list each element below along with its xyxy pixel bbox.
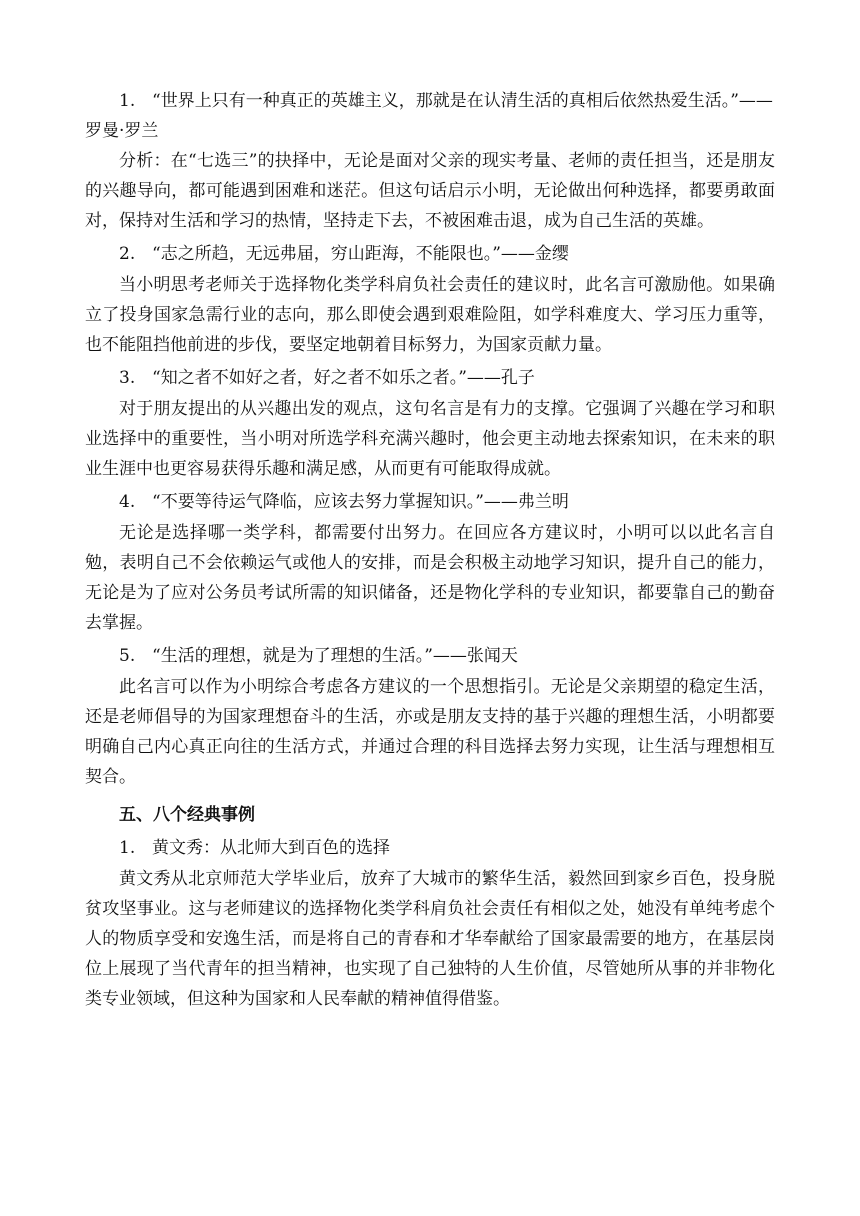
quote-number: 2. — [119, 244, 136, 264]
example-item-1 — [85, 832, 775, 864]
quote-number: 5. — [119, 646, 136, 666]
analysis-paragraph: 当小明思考老师关于选择物化类学科肩负社会责任的建议时，此名言可激励他。如果确立了投身国家急需行业的志向，那么即使会遇到艰难险阻，如学科难度大、学习压力重等，也不能阻挡他前进的步伐，要坚定地朝着目标努力，为国家贡献力量。 — [85, 275, 775, 355]
quote-text: “不要等待运气降临，应该去努力掌握知识。”——弗兰明 — [152, 492, 569, 512]
quote-item-2 — [85, 238, 775, 270]
example-number: 1. — [119, 838, 136, 858]
quote-number: 3. — [119, 368, 136, 388]
example-title: 黄文秀：从北师大到百色的选择 — [152, 838, 390, 858]
quote-number: 4. — [119, 492, 136, 512]
quote-text: “知之者不如好之者，好之者不如乐之者。”——孔子 — [152, 368, 535, 388]
quote-item-4 — [85, 486, 775, 518]
document-page — [85, 86, 775, 1016]
analysis-paragraph: 无论是选择哪一类学科，都需要付出努力。在回应各方建议时，小明可以以此名言自勉，表明自己不会依赖运气或他人的安排，而是会积极主动地学习知识，提升自己的能力，无论是为了应对公务员考试所需的知识储备，还是物化学科的专业知识，都要靠自己的勤奋去掌握。 — [85, 523, 775, 633]
quote-text: “世界上只有一种真正的英雄主义，那就是在认清生活的真相后依然热爱生活。”——罗曼·罗兰 — [85, 91, 773, 141]
quote-item-5 — [85, 640, 775, 672]
section-heading: 五、八个经典事例 — [119, 805, 255, 825]
quote-text: “生活的理想，就是为了理想的生活。”——张闻天 — [152, 646, 518, 666]
quote-item-1 — [85, 86, 775, 146]
quote-text: “志之所趋，无远弗届，穷山距海，不能限也。”——金缨 — [152, 244, 569, 264]
analysis-paragraph: 对于朋友提出的从兴趣出发的观点，这句名言是有力的支撑。它强调了兴趣在学习和职业选择中的重要性，当小明对所选学科充满兴趣时，他会更主动地去探索知识，在未来的职业生涯中也更容易获得乐趣和满足感，从而更有可能取得成就。 — [85, 399, 775, 479]
analysis-paragraph: 此名言可以作为小明综合考虑各方建议的一个思想指引。无论是父亲期望的稳定生活，还是老师倡导的为国家理想奋斗的生活，亦或是朋友支持的基于兴趣的理想生活，小明都要明确自己内心真正向往的生活方式，并通过合理的科目选择去努力实现，让生活与理想相互契合。 — [85, 677, 775, 787]
example-paragraph: 黄文秀从北京师范大学毕业后，放弃了大城市的繁华生活，毅然回到家乡百色，投身脱贫攻坚事业。这与老师建议的选择物化类学科肩负社会责任有相似之处，她没有单纯考虑个人的物质享受和安逸生活，而是将自己的青春和才华奉献给了国家最需要的地方，在基层岗位上展现了当代青年的担当精神，也实现了自己独特的人生价值，尽管她所从事的并非物化类专业领域，但这种为国家和人民奉献的精神值得借鉴。 — [85, 869, 775, 1009]
quote-item-3 — [85, 362, 775, 394]
quote-number: 1. — [119, 91, 136, 111]
analysis-paragraph: 分析：在“七选三”的抉择中，无论是面对父亲的现实考量、老师的责任担当，还是朋友的兴趣导向，都可能遇到困难和迷茫。但这句话启示小明，无论做出何种选择，都要勇敢面对，保持对生活和学习的热情，坚持走下去，不被困难击退，成为自己生活的英雄。 — [85, 151, 775, 231]
